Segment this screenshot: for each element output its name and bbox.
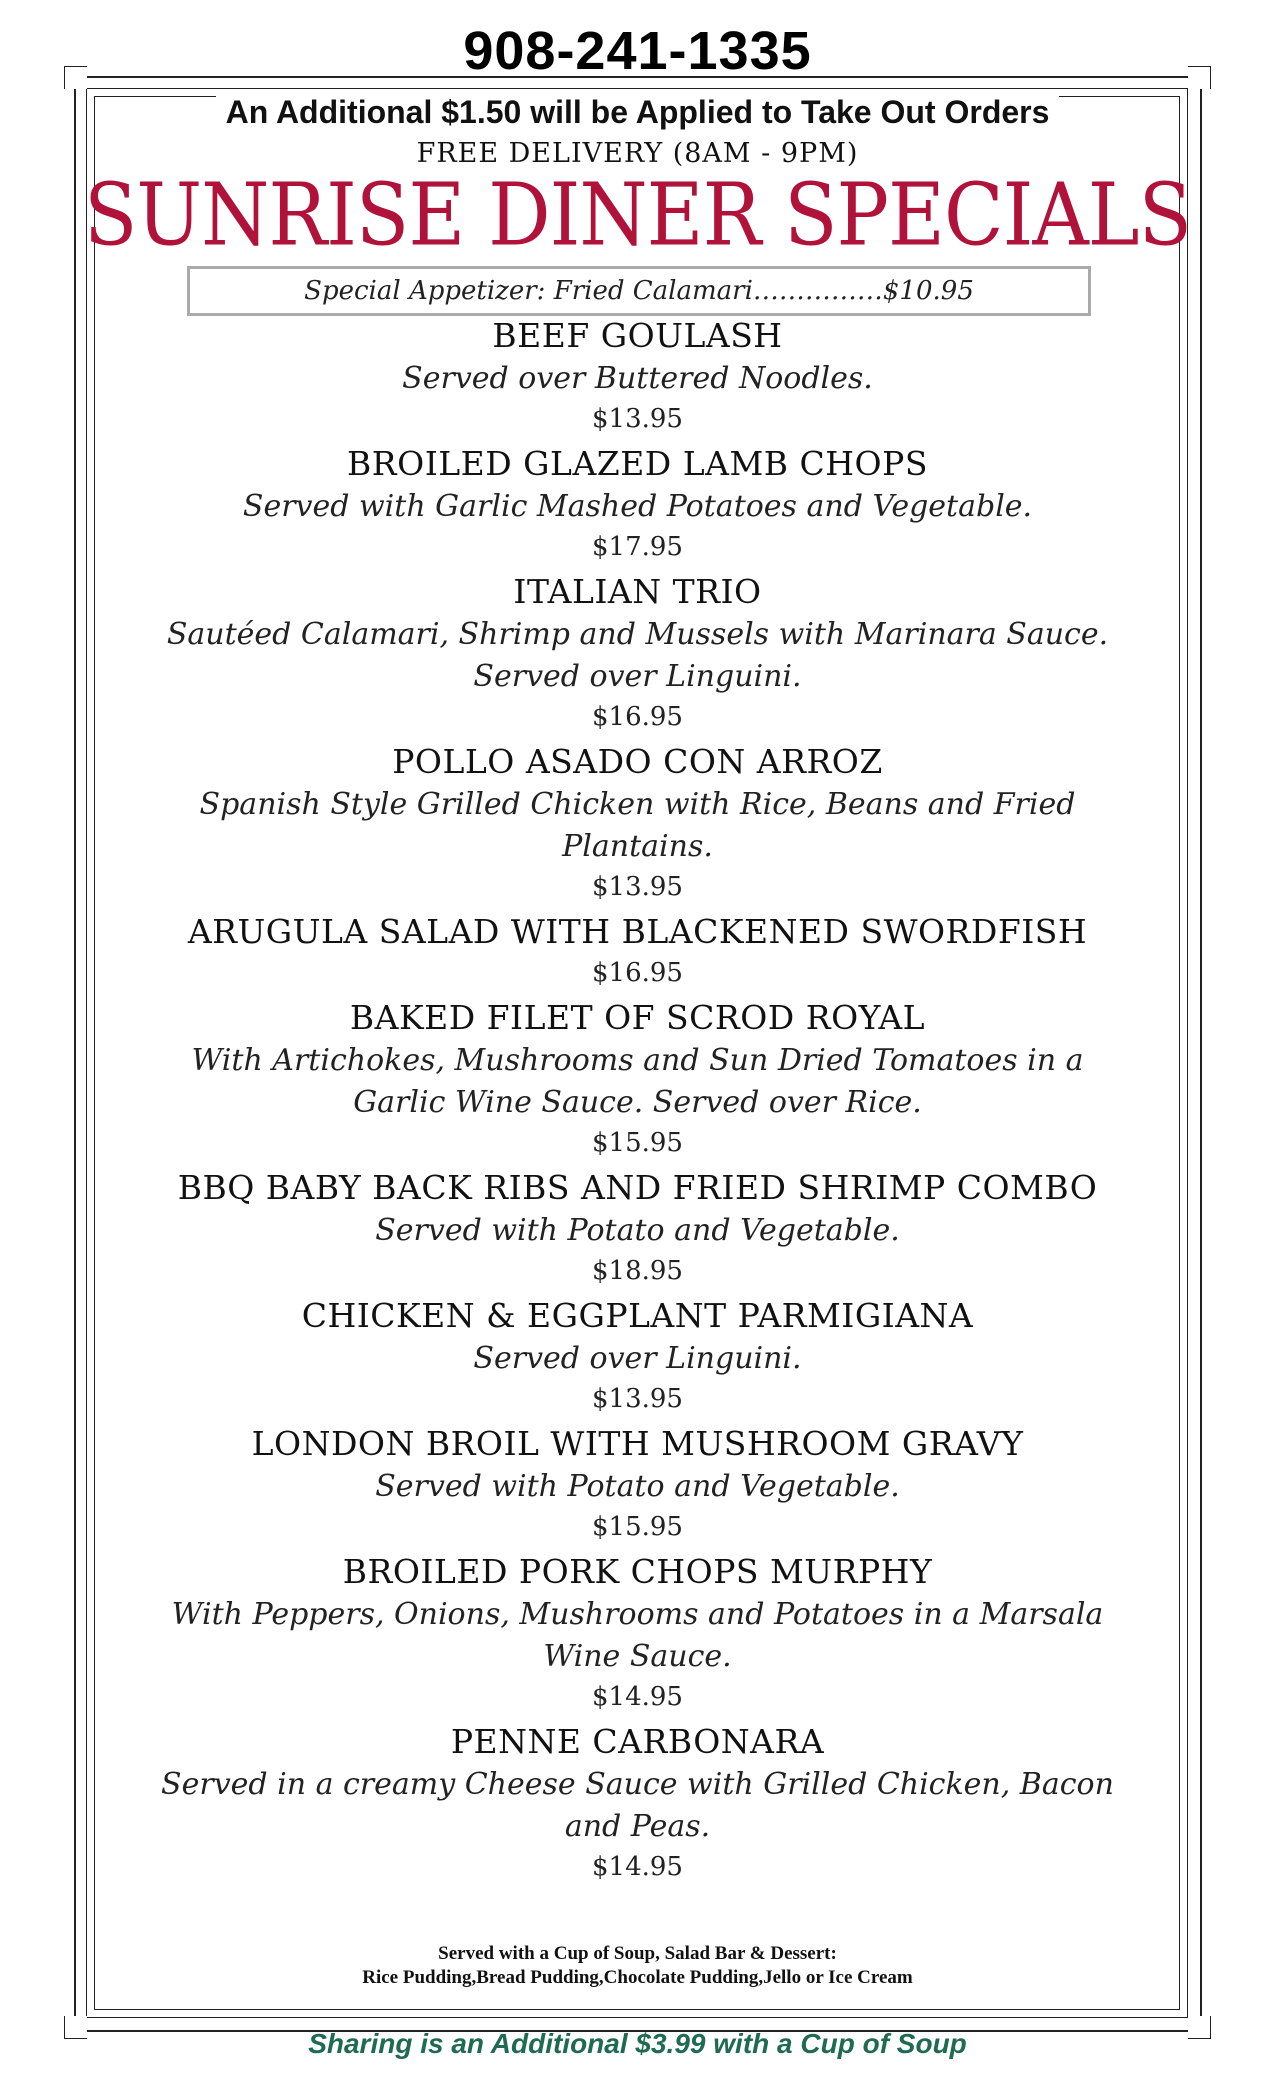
menu-item [150,996,1125,1162]
menu-item [150,314,1125,438]
item-name: BEEF GOULASH [492,316,783,355]
phone-number: 908-241-1335 [463,21,812,81]
item-name: CHICKEN & EGGPLANT PARMIGIANA [301,1296,974,1335]
item-price: $18.95 [592,1256,683,1286]
item-description: With Artichokes, Mushrooms and Sun Dried Tomatoes in a Garlic Wine Sauce. Served over Rice. [191,1043,1084,1120]
footer-line-sides: Served with a Cup of Soup, Salad Bar & Dessert: [438,1943,837,1964]
item-description: Served with Garlic Mashed Potatoes and Vegetable. [242,489,1033,524]
item-description: Served in a creamy Cheese Sauce with Grilled Chicken, Bacon and Peas. [161,1767,1114,1844]
special-appetizer-box: Special Appetizer: Fried Calamari……………$10.95 [187,266,1091,316]
menu-item [150,1720,1125,1886]
item-description: Served with Potato and Vegetable. [375,1213,900,1248]
item-name: POLLO ASADO CON ARROZ [392,742,883,781]
item-description: Sautéed Calamari, Shrimp and Mussels with Marinara Sauce. Served over Linguini. [166,617,1109,694]
item-name: BROILED PORK CHOPS MURPHY [342,1552,933,1591]
menu-item [150,1166,1125,1290]
item-price: $15.95 [592,1128,683,1158]
frame-corner-top-left [64,66,87,89]
menu-item [150,442,1125,566]
item-description: Spanish Style Grilled Chicken with Rice, Beans and Fried Plantains. [199,787,1076,864]
item-price: $14.95 [592,1852,683,1882]
item-description: Served with Potato and Vegetable. [375,1469,900,1504]
menu-item [150,910,1125,992]
item-price: $16.95 [592,958,683,988]
item-price: $13.95 [592,404,683,434]
menu-list [150,314,1125,1890]
item-name: PENNE CARBONARA [450,1722,825,1761]
page-title: SUNRISE DINER SPECIALS [83,166,1192,266]
footer-note [0,1942,1275,1990]
item-price: $14.95 [592,1682,683,1712]
delivery-note: FREE DELIVERY (8AM - 9PM) [416,138,859,169]
item-price: $13.95 [592,872,683,902]
item-price: $15.95 [592,1512,683,1542]
item-name: BROILED GLAZED LAMB CHOPS [347,444,928,483]
item-name: BAKED FILET OF SCROD ROYAL [349,998,926,1037]
item-description: With Peppers, Onions, Mushrooms and Potatoes in a Marsala Wine Sauce. [171,1597,1104,1674]
footer-line-desserts: Rice Pudding,Bread Pudding,Chocolate Pudding,Jello or Ice Cream [362,1967,913,1988]
frame-corner-top-right [1188,66,1211,89]
item-price: $13.95 [592,1384,683,1414]
menu-item [150,570,1125,736]
menu-item [150,740,1125,906]
item-price: $16.95 [592,702,683,732]
item-description: Served over Linguini. [473,1341,802,1376]
item-name: BBQ BABY BACK RIBS AND FRIED SHRIMP COMBO [177,1168,1098,1207]
menu-item [150,1550,1125,1716]
sharing-note: Sharing is an Additional $3.99 with a Cup of Soup [308,2028,967,2059]
takeout-note [0,92,1275,132]
menu-item [150,1422,1125,1546]
item-name: ITALIAN TRIO [513,572,762,611]
item-name: LONDON BROIL WITH MUSHROOM GRAVY [251,1424,1024,1463]
item-description: Served over Buttered Noodles. [402,361,873,396]
item-name: ARUGULA SALAD WITH BLACKENED SWORDFISH [187,912,1088,951]
menu-item [150,1294,1125,1418]
item-price: $17.95 [592,532,683,562]
takeout-note-text: An Additional $1.50 will be Applied to Take Out Orders [216,94,1060,130]
